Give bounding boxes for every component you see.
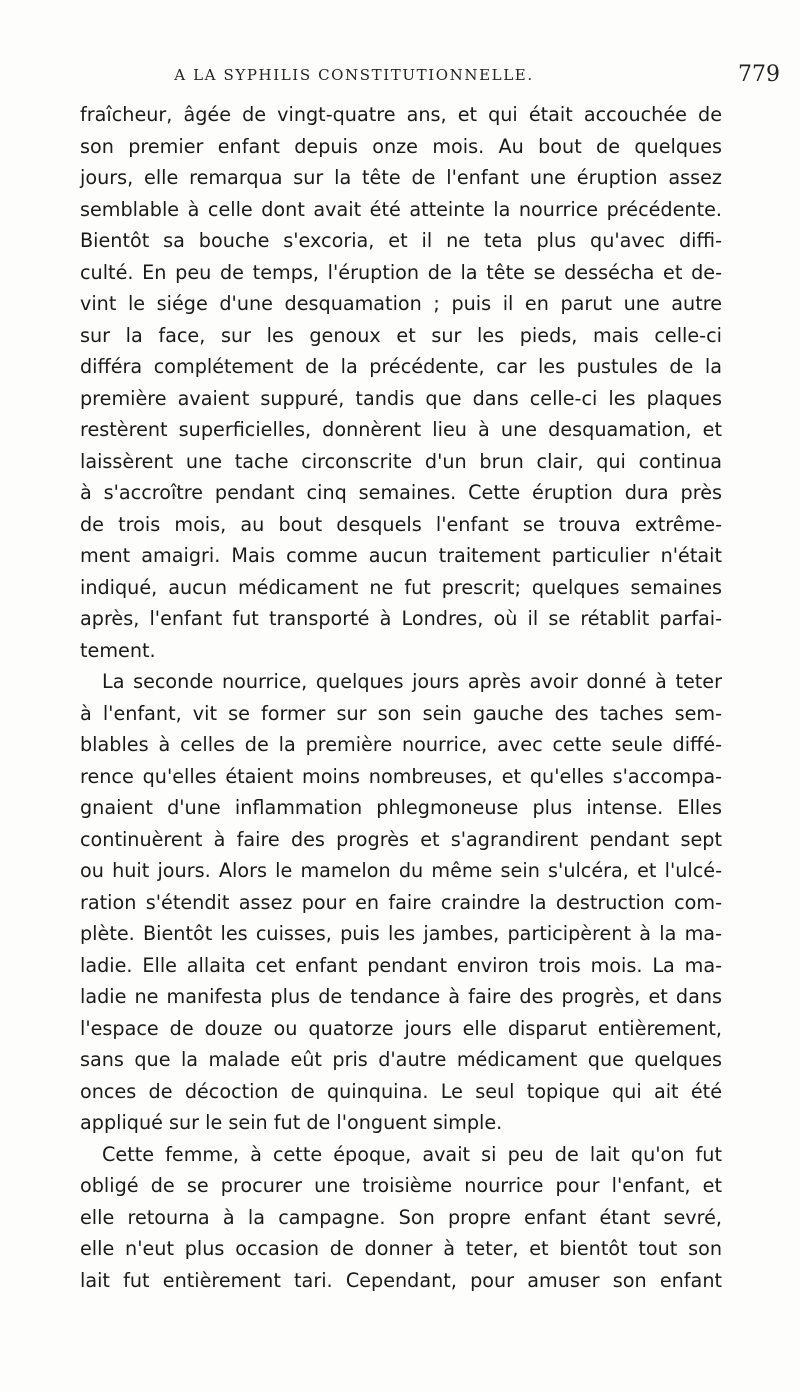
text-line: Bientôt sa bouche s'excoria, et il ne teta plus qu'avec diffi- [80, 229, 722, 252]
text-line: ou huit jours. Alors le mamelon du même sein s'ulcéra, et l'ulcé- [80, 859, 722, 882]
text-line: de trois mois, au bout desquels l'enfant se trouva extrême- [80, 512, 722, 536]
text-line: ration s'étendit assez pour en faire craindre la destruction com- [80, 890, 722, 914]
text-line: fraîcheur, âgée de vingt-quatre ans, et qui était accouchée de [80, 103, 722, 126]
text-line: première avaient suppuré, tandis que dans celle-ci les plaques [80, 386, 722, 410]
text-line: vint le siége d'une desquamation ; puis il en parut une autre [80, 292, 722, 315]
text-line: elle retourna à la campagne. Son propre enfant étant sevré, [80, 1205, 722, 1229]
text-line: sur la face, sur les genoux et sur les pieds, mais celle-ci [80, 323, 722, 347]
text-line: son premier enfant depuis onze mois. Au bout de quelques [80, 134, 722, 158]
text-line: différa complétement de la précédente, car les pustules de la [80, 355, 722, 378]
text-line: onces de décoction de quinquina. Le seul topique qui ait été [80, 1079, 722, 1103]
body-text [80, 99, 722, 1296]
page-number: 779 [738, 62, 780, 87]
text-line: blables à celles de la première nourrice, avec cette seule diffé- [80, 733, 722, 756]
text-line: continuèrent à faire des progrès et s'agrandirent pendant sept [80, 827, 722, 851]
text-line: laissèrent une tache circonscrite d'un brun clair, qui continua [80, 449, 722, 473]
text-line: tement. [80, 638, 156, 662]
text-line: plète. Bientôt les cuisses, puis les jambes, participèrent à la ma- [80, 922, 722, 945]
running-head: A LA SYPHILIS CONSTITUTIONNELLE. [174, 66, 534, 84]
text-line: ladie ne manifesta plus de tendance à faire des progrès, et dans [80, 985, 722, 1008]
text-line: obligé de se procurer une troisième nourrice pour l'enfant, et [80, 1174, 722, 1197]
text-line: appliqué sur le sein fut de l'onguent simple. [80, 1111, 503, 1134]
text-line: La seconde nourrice, quelques jours après avoir donné à teter [102, 670, 722, 693]
page-header [0, 62, 800, 96]
text-line: restèrent superficielles, donnèrent lieu à une desquamation, et [80, 418, 722, 441]
text-line: ment amaigri. Mais comme aucun traitement particulier n'était [80, 544, 722, 567]
text-line: gnaient d'une inflammation phlegmoneuse plus intense. Elles [80, 796, 722, 819]
text-line: elle n'eut plus occasion de donner à teter, et bientôt tout son [80, 1237, 722, 1260]
text-line: rence qu'elles étaient moins nombreuses, et qu'elles s'accompa- [80, 764, 722, 788]
text-line: l'espace de douze ou quatorze jours elle disparut entièrement, [80, 1016, 722, 1040]
text-line: après, l'enfant fut transporté à Londres, où il se rétablit parfai- [80, 607, 722, 630]
text-line: jours, elle remarqua sur la tête de l'enfant une éruption assez [80, 166, 722, 189]
text-line: sans que la malade eût pris d'autre médicament que quelques [80, 1048, 722, 1071]
text-line: Cette femme, à cette époque, avait si peu de lait qu'on fut [102, 1142, 722, 1166]
paragraph [80, 99, 722, 666]
text-line: indiqué, aucun médicament ne fut prescrit; quelques semaines [80, 575, 722, 599]
text-line: culté. En peu de temps, l'éruption de la tête se dessécha et de- [80, 260, 722, 284]
paragraph [80, 1139, 722, 1297]
text-line: à s'accroître pendant cinq semaines. Cette éruption dura près [80, 481, 722, 504]
text-line: ladie. Elle allaita cet enfant pendant environ trois mois. La ma- [80, 953, 722, 977]
text-line: semblable à celle dont avait été atteinte la nourrice précédente. [80, 197, 722, 221]
text-line: lait fut entièrement tari. Cependant, pour amuser son enfant [80, 1268, 722, 1292]
text-line: à l'enfant, vit se former sur son sein gauche des taches sem- [80, 701, 722, 725]
paragraph [80, 666, 722, 1139]
